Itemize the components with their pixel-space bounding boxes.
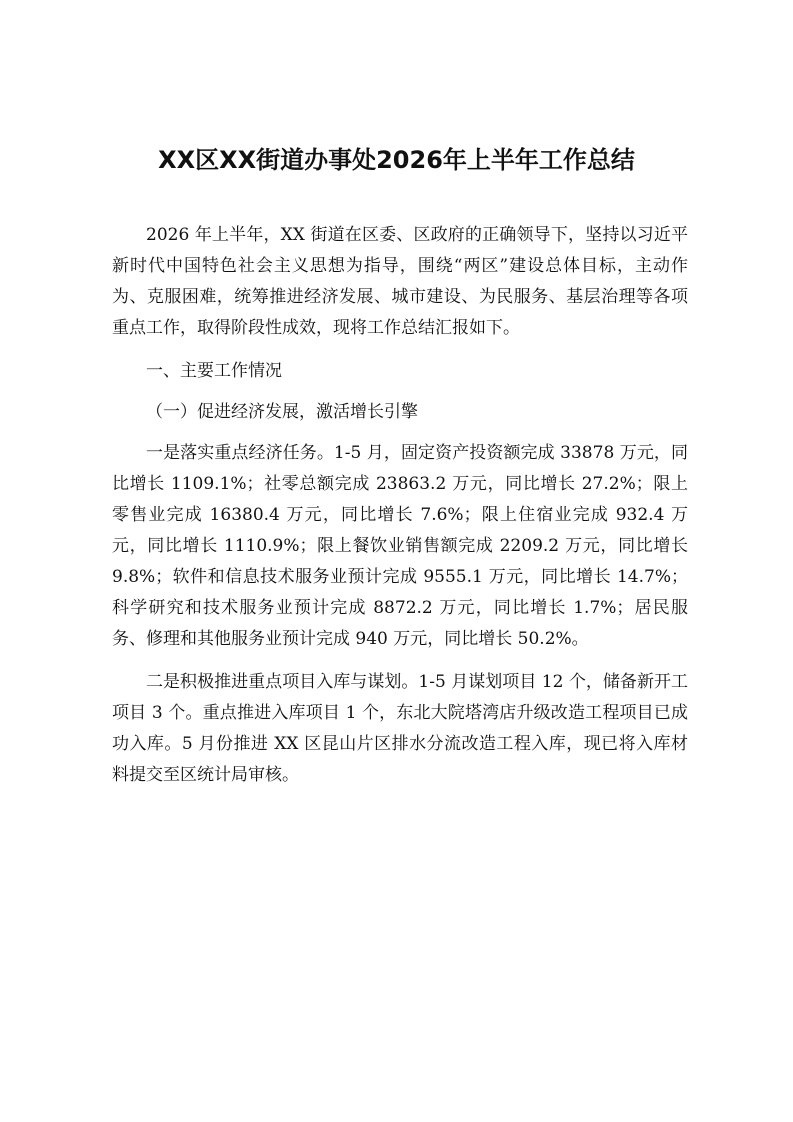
section-heading-main-work: 一、主要工作情况: [146, 361, 282, 381]
paragraph-economic-tasks: 一是落实重点经济任务。1-5 月，固定资产投资额完成 33878 万元，同比增长 1109.1%；社零总额完成 23863.2 万元，同比增长 27.2%；限上零售业完成 16380.4 万元，同比增长 7.6%；限上住宿业完成 932.4 万元，同比增长 1110.9%；限上餐饮业销售额完成 2209.2 万元，同比增长 9.8%；软件和信息技术服务业预计完成 9555.1 万元，同比增长 14.7%；科学研究和技术服务业预计完成 8872.2 万元，同比增长 1.7%；居民服务、修理和其他服务业预计完成 940 万元，同比增长 50.2%。: [112, 443, 688, 649]
document-title: XX区XX街道办事处2026年上半年工作总结: [158, 146, 635, 174]
paragraph-key-projects: 二是积极推进重点项目入库与谋划。1-5 月谋划项目 12 个，储备新开工项目 3 个。重点推进入库项目 1 个，东北大院塔湾店升级改造工程项目已成功入库。5 月份推进 XX 区昆山片区排水分流改造工程入库，现已将入库材料提交至区统计局审核。: [112, 672, 688, 785]
document-body: [112, 220, 688, 803]
intro-paragraph: 2026 年上半年，XX 街道在区委、区政府的正确领导下，坚持以习近平新时代中国特色社会主义思想为指导，围绕“两区”建设总体目标，主动作为、克服困难，统筹推进经济发展、城市建设、为民服务、基层治理等各项重点工作，取得阶段性成效，现将工作总结汇报如下。: [112, 225, 688, 338]
subsection-heading-economy: （一）促进经济发展，激活增长引擎: [146, 402, 418, 422]
